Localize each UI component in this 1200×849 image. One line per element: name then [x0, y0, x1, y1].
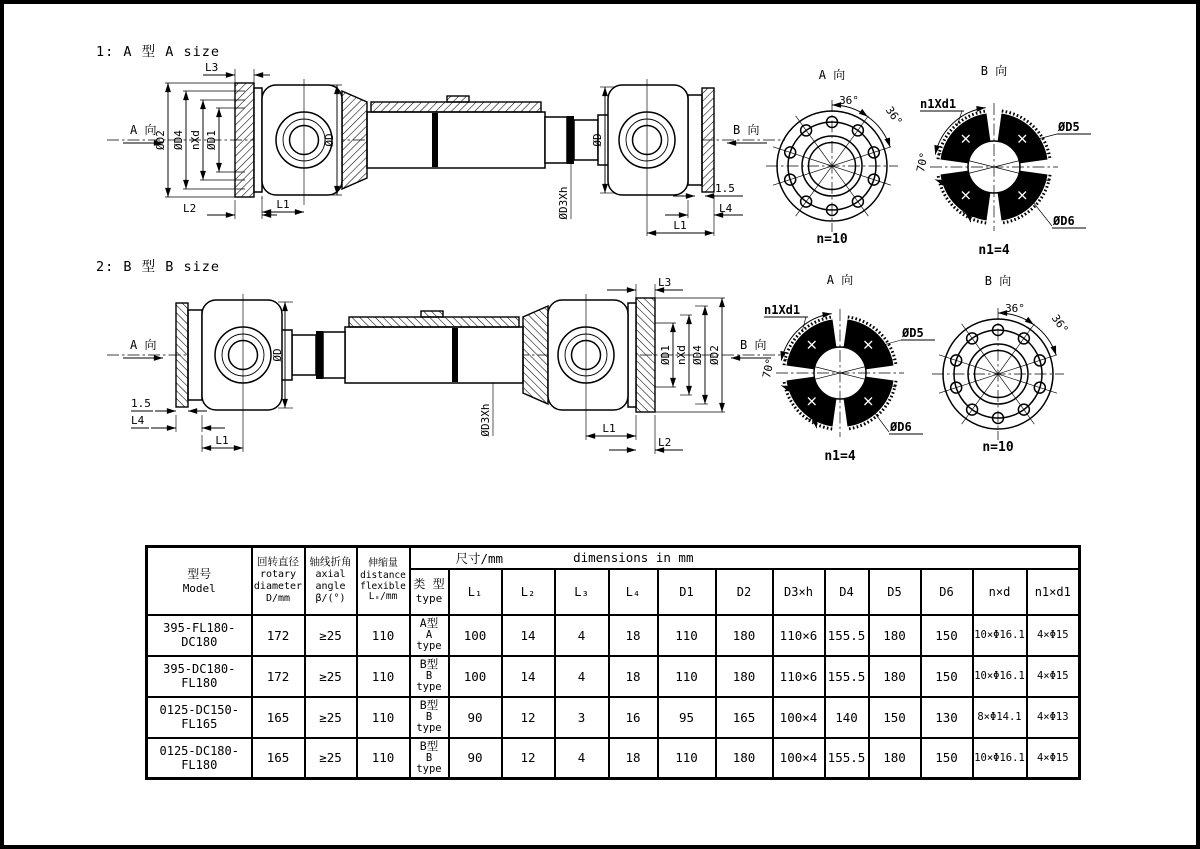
cell-v5: 180: [716, 656, 773, 697]
cell-model: 0125-DC150-FL165: [147, 697, 252, 738]
dim-label-view-a: A 向: [130, 123, 157, 137]
dim-label-l3: L3: [205, 61, 219, 74]
bolt-count-label: n=10: [982, 440, 1014, 455]
cell-v0: 100: [449, 656, 502, 697]
cell-v9: 150: [921, 738, 973, 779]
dim-label-d2: ØD2: [708, 345, 721, 365]
cell-ls: 110: [357, 615, 410, 656]
section-1-title: 1: A 型 A size: [96, 44, 221, 60]
cell-beta: ≥25: [305, 656, 357, 697]
cell-v10: 10×Φ16.1: [973, 615, 1027, 656]
table-row: [147, 615, 1080, 656]
dim-label-nxd: nXd: [189, 130, 202, 150]
header-rotary-diameter: 回转直径 rotary diameter D/mm: [252, 547, 305, 615]
header-type: 类 型 type: [410, 569, 449, 615]
cell-v4: 110: [658, 656, 716, 697]
hole-spec-label: n1Xd1: [764, 303, 801, 317]
header-axial-angle: 轴线折角 axial angle β/(°): [305, 547, 357, 615]
hole-spec-label: n1Xd1: [920, 97, 957, 111]
cell-model: 395-FL180-DC180: [147, 615, 252, 656]
cell-v7: 155.5: [825, 656, 869, 697]
dim-label-d2: ØD2: [154, 130, 167, 150]
section-2-title: 2: B 型 B size: [96, 259, 221, 275]
cell-v4: 95: [658, 697, 716, 738]
angle-label-36b: 36°: [882, 104, 905, 128]
angle-label-36b: 36°: [1048, 312, 1071, 336]
cell-v4: 110: [658, 615, 716, 656]
d6-label: ØD6: [1053, 214, 1075, 228]
cell-v2: 4: [555, 615, 609, 656]
cell-v7: 140: [825, 697, 869, 738]
view-title: A 向: [826, 273, 854, 287]
cell-v11: 4×Φ15: [1027, 656, 1080, 697]
table-row: [147, 738, 1080, 779]
header-nxd: n×d: [973, 569, 1027, 615]
cell-d: 165: [252, 738, 305, 779]
dim-label-nxd: nXd: [675, 345, 688, 365]
cell-v3: 18: [609, 656, 658, 697]
type-b-shaft-drawing: [95, 270, 795, 470]
dim-label-l1: L1: [215, 434, 229, 447]
cell-d: 172: [252, 615, 305, 656]
header-d1: D1: [658, 569, 716, 615]
angle-label-36a: 36°: [1005, 302, 1025, 315]
header-d4: D4: [825, 569, 869, 615]
dim-label-view-a: A 向: [130, 338, 157, 352]
dim-label-d: ØD: [271, 348, 284, 362]
header-n1xd1: n1×d1: [1027, 569, 1080, 615]
cell-v5: 165: [716, 697, 773, 738]
dim-label-d4: ØD4: [172, 130, 185, 150]
cell-v2: 3: [555, 697, 609, 738]
cell-v8: 180: [869, 615, 921, 656]
cell-v10: 8×Φ14.1: [973, 697, 1027, 738]
angle-70-label: 70°: [760, 357, 778, 380]
table-row: [147, 697, 1080, 738]
cell-v0: 90: [449, 738, 502, 779]
dim-label-d1: ØD1: [659, 345, 672, 365]
dim-label-l1: L1: [276, 198, 290, 211]
cell-v5: 180: [716, 615, 773, 656]
view-title: B 向: [980, 64, 1008, 78]
dimension-table: [145, 545, 1081, 780]
cell-v5: 180: [716, 738, 773, 779]
cell-v11: 4×Φ15: [1027, 615, 1080, 656]
cell-v6: 110×6: [773, 615, 825, 656]
header-dimensions: 尺寸/mm dimensions in mm: [410, 547, 1080, 569]
cell-d: 172: [252, 656, 305, 697]
cell-v11: 4×Φ13: [1027, 697, 1080, 738]
cell-model: 0125-DC180-FL180: [147, 738, 252, 779]
view-title: A 向: [818, 68, 846, 82]
cell-v8: 180: [869, 738, 921, 779]
cell-ls: 110: [357, 656, 410, 697]
cell-model: 395-DC180-FL180: [147, 656, 252, 697]
header-model: 型号 Model: [147, 547, 252, 615]
cell-beta: ≥25: [305, 738, 357, 779]
cell-ls: 110: [357, 697, 410, 738]
dim-label-l2: L2: [183, 202, 197, 215]
dim-label-d3xh: ØD3Xh: [479, 403, 492, 437]
cell-v6: 110×6: [773, 656, 825, 697]
angle-70-label: 70°: [914, 151, 932, 174]
cell-v10: 10×Φ16.1: [973, 738, 1027, 779]
cell-v7: 155.5: [825, 615, 869, 656]
cell-type: B型 B type: [410, 656, 449, 697]
header-d2: D2: [716, 569, 773, 615]
flange-view-b2-bolt: [916, 268, 1081, 478]
cell-v3: 16: [609, 697, 658, 738]
cell-v1: 12: [502, 697, 555, 738]
view-title: B 向: [984, 274, 1012, 288]
cell-v3: 18: [609, 615, 658, 656]
bolt-count-label: n=10: [816, 232, 848, 247]
dim-label-l1-right: L1: [673, 219, 687, 232]
angle-label-36a: 36°: [839, 94, 859, 107]
cell-v2: 4: [555, 738, 609, 779]
dim-label-view-b: B 向: [740, 338, 767, 352]
header-l3: L₃: [555, 569, 609, 615]
table-row: [147, 656, 1080, 697]
angle-55-label: 55°: [960, 203, 984, 225]
cell-v0: 90: [449, 697, 502, 738]
header-flexible-distance: 伸缩量 distance flexible Lₛ/mm: [357, 547, 410, 615]
header-d5: D5: [869, 569, 921, 615]
cell-v8: 180: [869, 656, 921, 697]
cell-v11: 4×Φ15: [1027, 738, 1080, 779]
cell-v1: 14: [502, 615, 555, 656]
cell-beta: ≥25: [305, 697, 357, 738]
dim-label-d4: ØD4: [691, 345, 704, 365]
d6-label: ØD6: [890, 420, 912, 434]
cell-v1: 14: [502, 656, 555, 697]
header-d6: D6: [921, 569, 973, 615]
cell-v3: 18: [609, 738, 658, 779]
header-l4: L₄: [609, 569, 658, 615]
cell-v10: 10×Φ16.1: [973, 656, 1027, 697]
cell-type: A型 A type: [410, 615, 449, 656]
d5-label: ØD5: [902, 326, 924, 340]
cell-v2: 4: [555, 656, 609, 697]
dim-label-d3xh: ØD3Xh: [557, 186, 570, 220]
cell-ls: 110: [357, 738, 410, 779]
dim-label-l4: L4: [719, 202, 733, 215]
header-l2: L₂: [502, 569, 555, 615]
dim-label-gap: 1.5: [131, 397, 151, 410]
dim-label-l2: L2: [658, 436, 672, 449]
dim-label-gap: 1.5: [715, 182, 735, 195]
dim-label-d-right: ØD: [591, 133, 604, 147]
dim-label-l1-right: L1: [602, 422, 616, 435]
angle-55-label: 55°: [804, 409, 828, 431]
cell-type: B型 B type: [410, 738, 449, 779]
bolt-count-label: n1=4: [978, 243, 1010, 258]
cell-v9: 130: [921, 697, 973, 738]
dim-label-l4: L4: [131, 414, 145, 427]
cell-v4: 110: [658, 738, 716, 779]
dim-label-d1: ØD1: [205, 130, 218, 150]
cell-v9: 150: [921, 656, 973, 697]
cell-v6: 100×4: [773, 738, 825, 779]
flange-view-a1-bolt: [752, 58, 917, 268]
cell-v0: 100: [449, 615, 502, 656]
bolt-count-label: n1=4: [824, 449, 856, 464]
cell-v8: 150: [869, 697, 921, 738]
cell-v7: 155.5: [825, 738, 869, 779]
cell-beta: ≥25: [305, 615, 357, 656]
cell-d: 165: [252, 697, 305, 738]
flange-view-b1-serrated: [912, 55, 1102, 270]
type-a-shaft-drawing: [95, 55, 795, 255]
flange-view-a2-serrated: [752, 268, 942, 483]
cell-v1: 12: [502, 738, 555, 779]
cell-v6: 100×4: [773, 697, 825, 738]
dim-label-l3: L3: [658, 276, 672, 289]
cell-v9: 150: [921, 615, 973, 656]
dim-label-view-b: B 向: [733, 123, 760, 137]
header-d3h: D3×h: [773, 569, 825, 615]
cell-type: B型 B type: [410, 697, 449, 738]
d5-label: ØD5: [1058, 120, 1080, 134]
dim-label-d: ØD: [323, 133, 336, 147]
header-l1: L₁: [449, 569, 502, 615]
